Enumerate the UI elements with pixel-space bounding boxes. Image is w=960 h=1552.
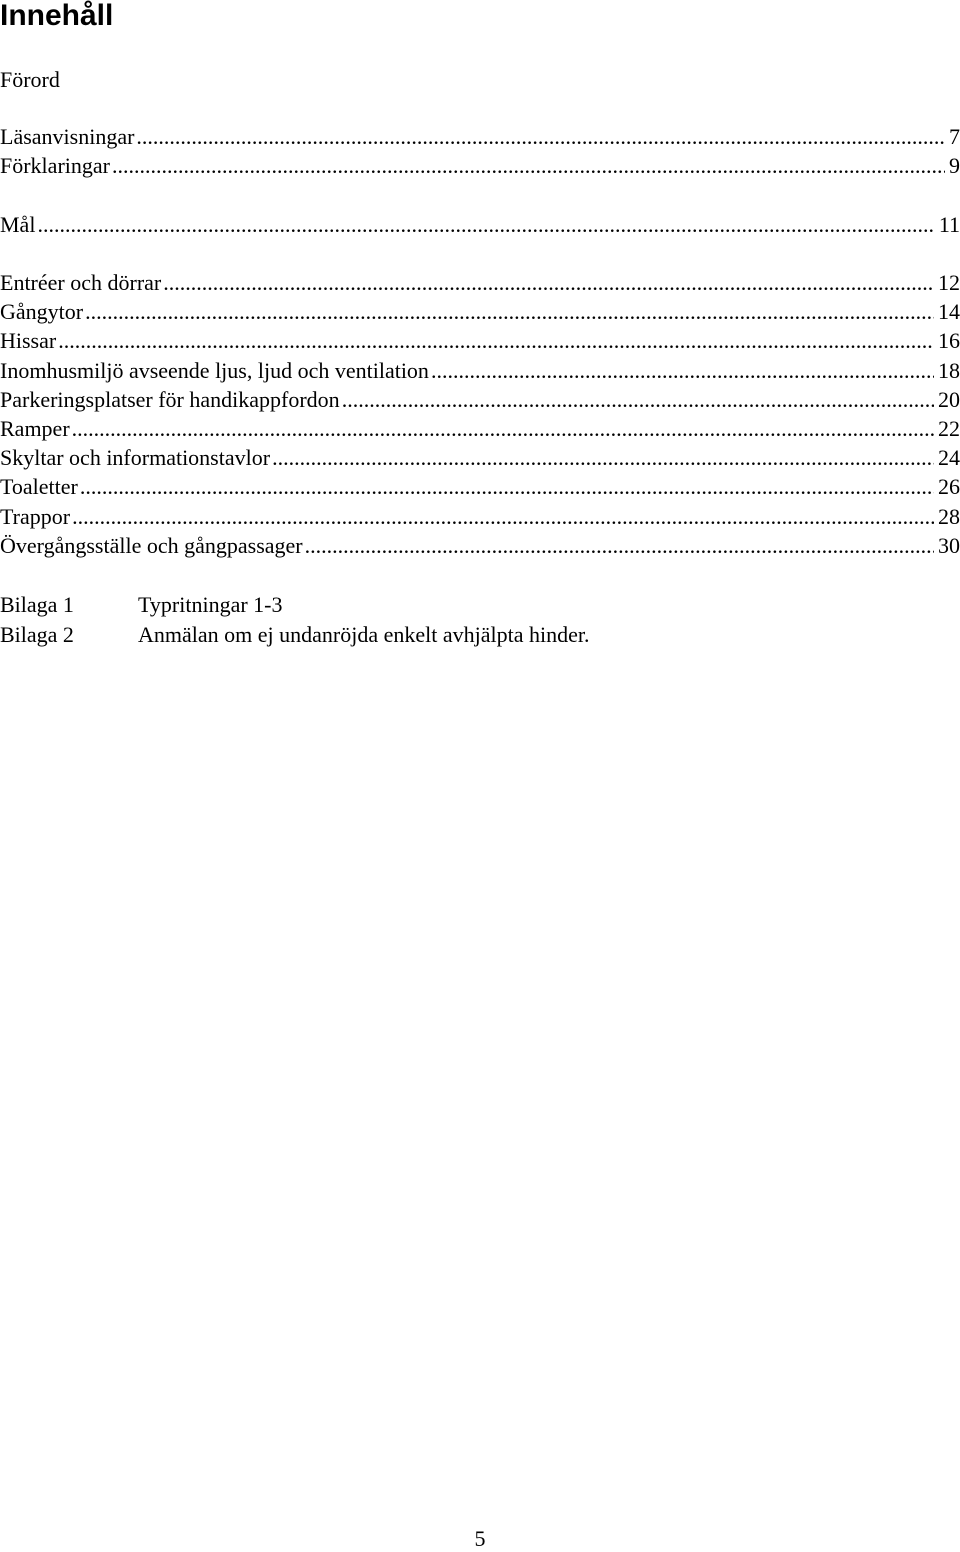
toc-entry-page: 20 <box>938 386 960 412</box>
appendix-number: Bilaga 2 <box>0 621 74 647</box>
toc-dot-leader <box>342 385 934 414</box>
toc-entry <box>0 297 960 326</box>
toc-entry <box>0 385 960 414</box>
toc-foreword: Förord <box>0 67 60 92</box>
appendix-title: Typritningar 1-3 <box>138 592 283 617</box>
toc-dot-leader <box>112 151 945 180</box>
appendix-title: Anmälan om ej undanröjda enkelt avhjälpta hinder. <box>138 621 590 647</box>
toc-entry-label: Entréer och dörrar <box>0 270 162 295</box>
toc-entry <box>0 268 960 297</box>
toc-entry-label: Trappor <box>0 503 71 529</box>
toc-entry-label: Förklaringar <box>0 153 110 179</box>
toc-dot-leader <box>58 326 934 355</box>
toc-entry-label: Mål <box>0 212 36 237</box>
toc-entry-label: Toaletter <box>0 474 78 500</box>
toc-entry-page: 14 <box>938 299 960 325</box>
toc-entry-label: Ramper <box>0 415 70 441</box>
toc-dot-leader <box>72 502 934 531</box>
toc-entry-page: 24 <box>938 445 960 471</box>
toc-dot-leader <box>136 122 945 151</box>
appendix-entry <box>0 590 589 620</box>
toc-entry-page: 30 <box>938 532 960 558</box>
toc-group-goal <box>0 210 960 239</box>
toc-dot-leader <box>431 356 934 385</box>
toc-entry-page: 22 <box>938 415 960 441</box>
toc-entry-page: 9 <box>949 153 960 179</box>
toc-group-chapters <box>0 268 960 560</box>
page-title: Innehåll <box>0 0 114 32</box>
toc-dot-leader <box>163 268 934 297</box>
appendix-number: Bilaga 1 <box>0 592 74 617</box>
toc-entry-page: 11 <box>938 212 960 237</box>
appendix-entry <box>0 620 589 650</box>
toc-entry <box>0 151 960 180</box>
toc-entry-page: 12 <box>938 270 960 295</box>
toc-entry-page: 7 <box>949 124 960 149</box>
toc-dot-leader <box>85 297 934 326</box>
toc-entry <box>0 502 960 531</box>
toc-entry <box>0 443 960 472</box>
toc-dot-leader <box>305 531 934 560</box>
toc-dot-leader <box>80 472 934 501</box>
toc-entry-page: 18 <box>938 357 960 383</box>
toc-dot-leader <box>72 414 934 443</box>
toc-entry-page: 16 <box>938 328 960 354</box>
toc-entry <box>0 414 960 443</box>
toc-entry <box>0 122 960 151</box>
toc-entry-label: Skyltar och informationstavlor <box>0 445 271 471</box>
page-number: 5 <box>474 1526 486 1551</box>
toc-entry-label: Gångytor <box>0 299 84 325</box>
toc-entry-label: Inomhusmiljö avseende ljus, ljud och ventilation <box>0 357 429 383</box>
toc-entry <box>0 210 960 239</box>
toc-entry <box>0 356 960 385</box>
toc-entry-label: Övergångsställe och gångpassager <box>0 532 303 558</box>
toc-entry-page: 28 <box>938 503 960 529</box>
appendix-list <box>0 590 589 649</box>
toc-group-intro <box>0 122 960 180</box>
toc-entry <box>0 472 960 501</box>
toc-entry <box>0 531 960 560</box>
toc-dot-leader <box>272 443 934 472</box>
toc-dot-leader <box>37 210 934 239</box>
toc-entry-label: Läsanvisningar <box>0 124 135 149</box>
toc-entry-label: Hissar <box>0 328 57 354</box>
toc-entry-page: 26 <box>938 474 960 500</box>
toc-entry-label: Parkeringsplatser för handikappfordon <box>0 386 340 412</box>
toc-entry <box>0 326 960 355</box>
